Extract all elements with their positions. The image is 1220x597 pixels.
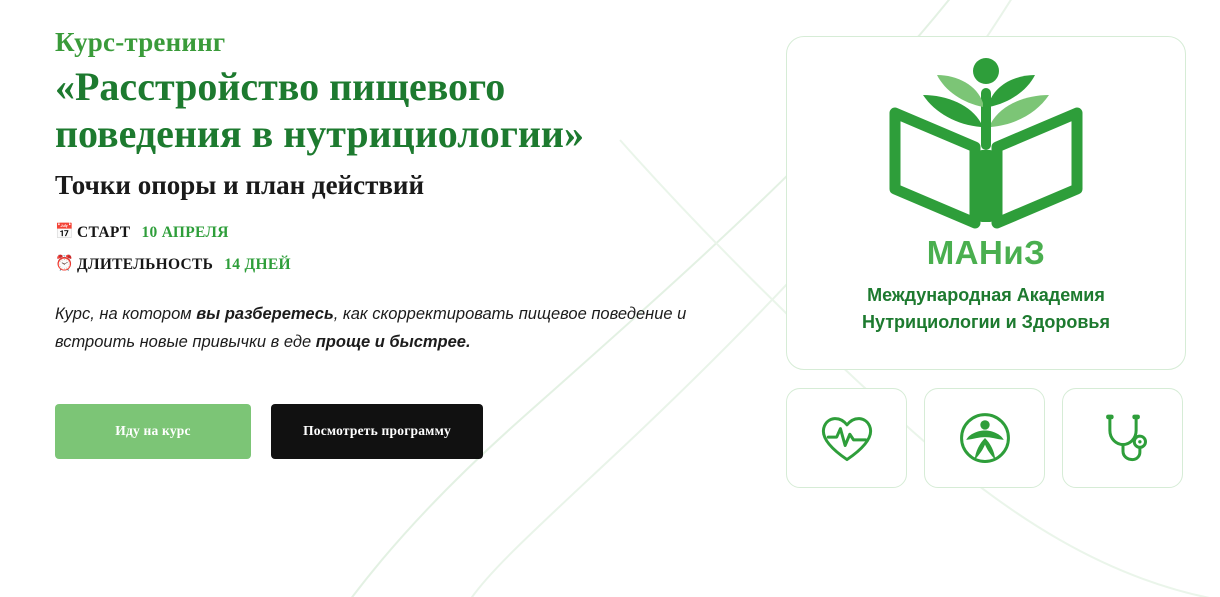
course-start-value: 10 АПРЕЛЯ <box>141 223 229 241</box>
course-duration-value: 14 ДНЕЙ <box>224 255 291 273</box>
brand-column <box>786 36 1186 488</box>
book-and-plant-person-logo-icon <box>871 55 1101 240</box>
cta-row <box>55 404 755 459</box>
feature-card-heart-pulse <box>786 388 907 488</box>
description-bold-2: проще и быстрее. <box>315 332 471 351</box>
course-start-row <box>55 224 755 242</box>
feature-card-stethoscope <box>1062 388 1183 488</box>
view-program-button[interactable]: Посмотреть программу <box>271 404 483 459</box>
course-start-label: СТАРТ <box>77 223 131 241</box>
alarm-clock-icon: ⏰ <box>55 256 74 273</box>
academy-full-name <box>862 282 1110 336</box>
hero-text-column <box>55 26 755 459</box>
academy-full-name-line-1: Международная Академия <box>867 285 1105 305</box>
description-part-1: Курс, на котором <box>55 304 197 323</box>
enroll-button[interactable]: Иду на курс <box>55 404 251 459</box>
feature-card-person-wellness <box>924 388 1045 488</box>
description-part-2: , как скорректировать пищевое поведение и встроить новые привычки в еде <box>55 304 687 351</box>
person-in-circle-icon <box>955 408 1015 468</box>
heart-pulse-icon <box>817 408 877 468</box>
course-duration-label: ДЛИТЕЛЬНОСТЬ <box>77 255 214 273</box>
course-description <box>55 300 715 356</box>
feature-icon-cards <box>786 388 1186 488</box>
academy-abbreviation: МАНиЗ <box>926 234 1046 271</box>
page-title: «Расстройство пищевого поведения в нутрициологии» <box>55 64 584 156</box>
calendar-icon: 📅 <box>55 224 74 241</box>
page-subtitle: Точки опоры и план действий <box>55 170 425 201</box>
course-duration-row <box>55 256 755 274</box>
course-kicker: Курс-тренинг <box>55 27 226 57</box>
description-bold-1: вы разберетесь <box>196 304 334 323</box>
academy-logo-card <box>786 36 1186 370</box>
academy-full-name-line-2: Нутрициологии и Здоровья <box>862 312 1110 332</box>
stethoscope-icon <box>1093 408 1153 468</box>
